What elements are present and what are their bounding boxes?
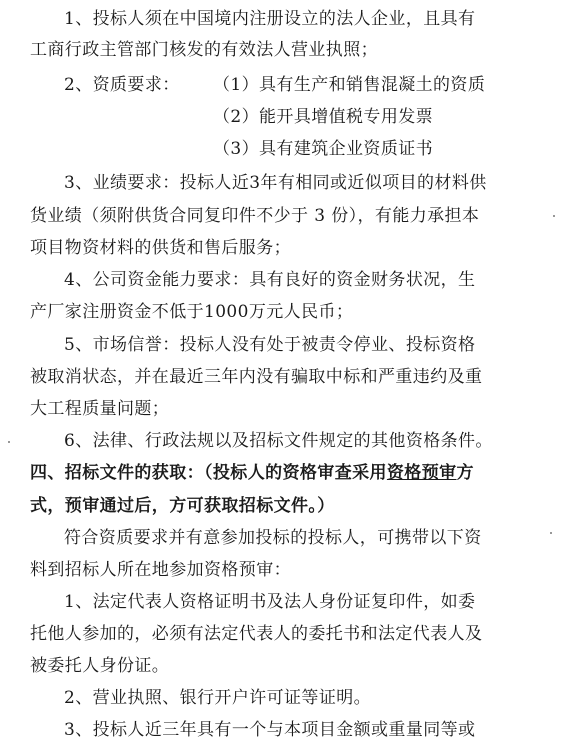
- para-2-item-1: （1）具有生产和销售混凝土的资质: [213, 75, 486, 95]
- scan-speck: [8, 441, 10, 443]
- para-3-line-1: 3、业绩要求：投标人近3年有相同或近似项目的材料供: [64, 173, 487, 193]
- para-8-line-3: 被委托人身份证。: [30, 656, 170, 676]
- para-6-line-1: 6、法律、行政法规以及招标文件规定的其他资格条件。: [64, 431, 493, 451]
- para-5-line-3: 大工程质量问题；: [30, 399, 170, 419]
- section-4-heading-part-1: 四、招标文件的获取：（投标人的资格审查采用: [30, 463, 387, 483]
- scan-speck: [550, 532, 552, 534]
- para-1-line-1: 1、投标人须在中国境内注册设立的法人企业，且具有: [64, 9, 476, 29]
- para-5-line-2: 被取消状态，并在最近三年内没有骗取中标和严重违约及重: [30, 367, 483, 387]
- section-4-heading-part-3: 方: [456, 463, 474, 483]
- para-7-line-1: 符合资质要求并有意参加投标的投标人，可携带以下资: [64, 528, 482, 548]
- para-2-item-3: （3）具有建筑企业资质证书: [213, 139, 434, 159]
- para-3-line-3: 项目物资材料的供货和售后服务；: [30, 238, 291, 258]
- para-8-line-1: 1、法定代表人资格证明书及法人身份证复印件，如委: [64, 592, 476, 612]
- para-9-line-1: 2、营业执照、银行开户许可证等证明。: [64, 688, 372, 708]
- para-2-item-2: （2）能开具增值税专用发票: [213, 107, 434, 127]
- para-7-line-2: 料到招标人所在地参加资格预审：: [30, 560, 291, 580]
- para-1-line-2: 工商行政主管部门核发的有效法人营业执照；: [30, 40, 378, 60]
- para-4-line-1: 4、公司资金能力要求：具有良好的资金财务状况，生: [64, 270, 476, 290]
- section-4-heading-line-2: 式，预审通过后，方可获取招标文件。）: [30, 496, 335, 516]
- para-3-line-2: 货业绩（须附供货合同复印件不少于 3 份），有能力承担本: [30, 206, 480, 226]
- section-4-heading-line-1: [30, 463, 474, 483]
- para-10-line-1: 3、投标人近三年具有一个与本项目金额或重量同等或: [64, 720, 476, 740]
- para-8-line-2: 托他人参加的，必须有法定代表人的委托书和法定代表人及: [30, 624, 483, 644]
- para-2-label: 2、资质要求：: [64, 75, 180, 95]
- para-4-line-2: 产厂家注册资金不低于1000万元人民币；: [30, 302, 354, 322]
- section-4-heading-underlined: 资格预审: [386, 463, 457, 483]
- para-5-line-1: 5、市场信誉：投标人没有处于被责令停业、投标资格: [64, 335, 476, 355]
- scan-speck: [553, 215, 555, 217]
